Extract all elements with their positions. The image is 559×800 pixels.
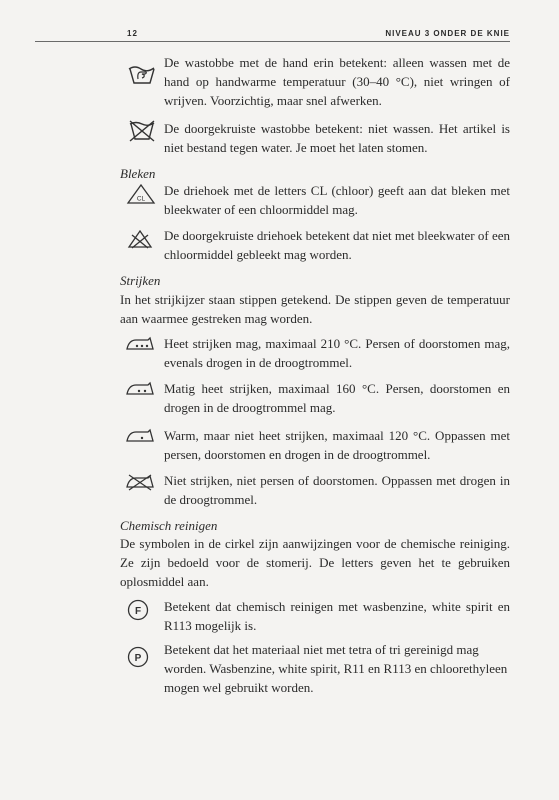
triangle-crossed-icon	[127, 229, 153, 249]
chemisch-intro: De symbolen in de cirkel zijn aanwijzingen voor de chemische reiniging. Ze zijn bedoeld voor de stomerij. De letters geven het te gebruiken oplosmiddel aan.	[120, 536, 510, 589]
iron-crossed-icon	[124, 473, 156, 491]
running-title: NIVEAU 3 ONDER DE KNIE	[385, 29, 510, 38]
circle-f-label: F	[134, 606, 142, 617]
heading-bleken: Bleken	[120, 166, 156, 181]
circle-f-icon	[127, 599, 149, 621]
washtub-hand-icon	[127, 63, 157, 87]
page-number: 12	[127, 29, 138, 38]
iron-two-dots-icon	[124, 381, 156, 397]
circle-p-label: P	[134, 653, 142, 664]
triangle-cl-icon	[126, 183, 156, 205]
strijken-intro: In het strijkijzer staan stippen getekend. De stippen geven de temperatuur aan waarmee gestreken mag worden.	[120, 292, 510, 326]
bleken-crossed-text: De doorgekruiste driehoek betekent dat niet met bleekwater of een chloormiddel gebleekt mag worden.	[164, 228, 510, 262]
page-header	[121, 29, 510, 41]
circle-p-icon	[127, 646, 149, 668]
iron-three-dots-icon	[124, 336, 156, 352]
triangle-cl-label: CL	[136, 195, 146, 203]
strijken-120-text: Warm, maar niet heet strijken, maximaal 120 °C. Oppassen met persen, doorstomen en drogen in de droogtrommel.	[164, 428, 510, 462]
heading-chemisch: Chemisch reinigen	[120, 518, 218, 533]
bleken-cl-text: De driehoek met de letters CL (chloor) geeft aan dat bleken met bleekwater of een chloormiddel mag.	[164, 183, 510, 217]
chemisch-f-text: Betekent dat chemisch reinigen met wasbenzine, white spirit en R113 mogelijk is.	[164, 599, 510, 633]
wassen-crossed-text: De doorgekruiste wastobbe betekent: niet wassen. Het artikel is niet bestand tegen water. Je moet het laten stomen.	[164, 121, 510, 155]
heading-strijken: Strijken	[120, 273, 161, 288]
iron-one-dot-icon	[124, 428, 156, 444]
header-rule	[35, 41, 510, 42]
wassen-hand-text: De wastobbe met de hand erin betekent: alleen wassen met de hand op handwarme temperatuur (30–40 °C), niet wringen of wrijven. Voorzichtig, maar snel afwerken.	[164, 55, 510, 108]
strijken-210-text: Heet strijken mag, maximaal 210 °C. Persen of doorstomen mag, evenals drogen in de droogtrommel.	[164, 336, 510, 370]
chemisch-p-text: Betekent dat het materiaal niet met tetra of tri gereinigd mag worden. Wasbenzine, white spirit, R11 en R113 en chloorethyleen mogen wel gebruikt worden.	[164, 642, 508, 695]
strijken-niet-text: Niet strijken, niet persen of doorstomen. Oppassen met drogen in de droogtrommel.	[164, 473, 510, 507]
washtub-crossed-icon	[128, 120, 156, 142]
strijken-160-text: Matig heet strijken, maximaal 160 °C. Persen, doorstomen en drogen in de droogtrommel mag.	[164, 381, 510, 415]
